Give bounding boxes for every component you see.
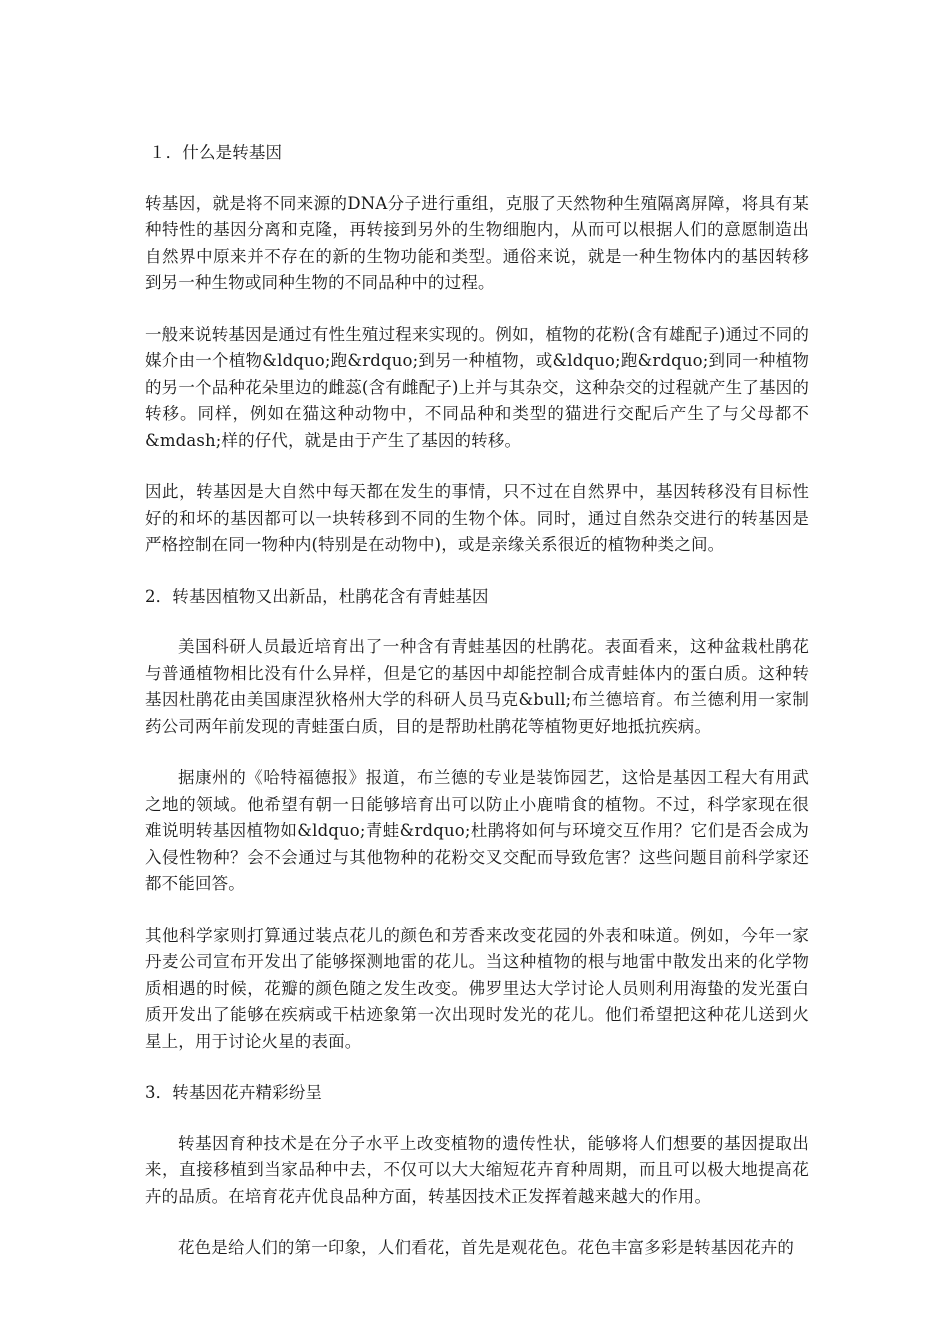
paragraph-hartford: 据康州的《哈特福德报》报道，布兰德的专业是装饰园艺，这恰是基因工程大有用武之地的领域。他希望有朝一日能够培育出可以防止小鹿啃食的植物。不过，科学家现在很难说明转基因植物如&ldquo;青蛙&rdquo;杜鹃将如何与环境交互作用？它们是否会成为入侵性物种？会不会通过与其他物种的花粉交叉交配而导致危害？这些问题目前科学家还都不能回答。: [145, 768, 809, 893]
paragraph-flower-color: 花色是给人们的第一印象，人们看花，首先是观花色。花色丰富多彩是转基因花卉的: [178, 1238, 795, 1257]
section-heading-3: 3．转基因花卉精彩纷呈: [145, 1083, 323, 1102]
document-page: [145, 140, 809, 1287]
paragraph-other-scientists: 其他科学家则打算通过装点花儿的颜色和芳香来改变花园的外表和味道。例如，今年一家丹麦公司宣布开发出了能够探测地雷的花儿。当这种植物的根与地雷中散发出来的化学物质相遇的时候，花瓣的颜色随之发生改变。佛罗里达大学讨论人员则利用海蛰的发光蛋白质开发出了能够在疾病或干枯迹象第一次出现时发光的花儿。他们希望把这种花儿送到火星上，用于讨论火星的表面。: [145, 925, 809, 1051]
paragraph-definition: 转基因，就是将不同来源的DNA分子进行重组，克服了天然物种生殖隔离屏障，将具有某种特性的基因分离和克隆，再转接到另外的生物细胞内，从而可以根据人们的意愿制造出自然界中原来并不存在的新的生物功能和类型。通俗来说，就是一种生物体内的基因转移到另一种生物或同种生物的不同品种中的过程。: [145, 193, 809, 292]
paragraph-nature: 因此，转基因是大自然中每天都在发生的事情，只不过在自然界中，基因转移没有目标性好的和坏的基因都可以一块转移到不同的生物个体。同时，通过自然杂交进行的转基因是严格控制在同一物种内(特别是在动物中)，或是亲缘关系很近的植物种类之间。: [145, 482, 809, 554]
paragraph-azalea: 美国科研人员最近培育出了一种含有青蛙基因的杜鹃花。表面看来，这种盆栽杜鹃花与普通植物相比没有什么异样，但是它的基因中却能控制合成青蛙体内的蛋白质。这种转基因杜鹃花由美国康涅狄格州大学的科研人员马克&bull;布兰德培育。布兰德利用一家制药公司两年前发现的青蛙蛋白质，目的是帮助杜鹃花等植物更好地抵抗疾病。: [145, 637, 809, 736]
section-heading-1: １．什么是转基因: [149, 143, 283, 162]
section-heading-2: 2．转基因植物又出新品，杜鹃花含有青蛙基因: [145, 586, 489, 606]
paragraph-breeding: 转基因育种技术是在分子水平上改变植物的遗传性状，能够将人们想要的基因提取出来，直接移植到当家品种中去，不仅可以大大缩短花卉育种周期，而且可以极大地提高花卉的品质。在培育花卉优良品种方面，转基因技术正发挥着越来越大的作用。: [145, 1133, 809, 1206]
paragraph-sexual-reproduction: 一般来说转基因是通过有性生殖过程来实现的。例如，植物的花粉(含有雄配子)通过不同的媒介由一个植物&ldquo;跑&rdquo;到另一种植物，或&ldquo;跑&rdquo;到同一种植物的另一个品种花朵里边的雌蕊(含有雌配子)上并与其杂交，这种杂交的过程就产生了基因的转移。同样，例如在猫这种动物中，不同品种和类型的猫进行交配后产生了与父母都不&mdash;样的仔代，就是由于产生了基因的转移。: [145, 324, 809, 450]
